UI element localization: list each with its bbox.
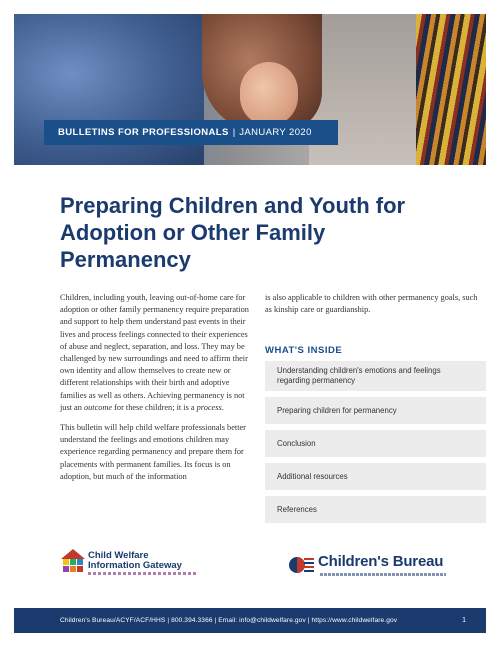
body-left-column [60, 292, 250, 483]
p1-text-b: for these children; it is a [112, 402, 197, 412]
footer-contact[interactable]: Children's Bureau/ACYF/ACF/HHS | 800.394.3366 | Email: info@childwelfare.gov | https://www.childwelfare.gov [60, 617, 398, 624]
p1-emphasis-outcome: outcome [83, 402, 113, 412]
childrens-bureau-emblem-icon [288, 552, 316, 578]
child-welfare-gateway-logo [60, 548, 200, 580]
childrens-bureau-tagline [320, 573, 446, 576]
toc-item-conclusion[interactable]: Conclusion [265, 430, 486, 457]
gateway-logo-line1: Child Welfare [88, 550, 149, 561]
photo-child-hand [240, 62, 298, 126]
gateway-logo-text [88, 551, 182, 571]
whats-inside-list [265, 361, 486, 529]
toc-item-emotions[interactable]: Understanding children's emotions and feelings regarding permanency [265, 361, 486, 391]
series-banner [44, 120, 338, 145]
page-number: 1 [462, 617, 466, 624]
whats-inside-heading: WHAT'S INSIDE [265, 345, 343, 356]
childrens-bureau-logo [288, 552, 448, 580]
p1-emphasis-process: process [196, 402, 222, 412]
p1-text-a: Children, including youth, leaving out-of-home care for adoption or other family permanency require preparation and support to help them understand past events in their lives and process feelings connected to their experiences of abuse and neglect, separation, and loss. They may be challenged by new surroundings and need to affirm their own identity and allow themselves to create new or different relationships with their birth and adoptive families as well as others. Achieving permanency is not just an [60, 293, 249, 412]
body-paragraph-1 [60, 292, 250, 414]
body-paragraph-2: This bulletin will help child welfare professionals better understand the feelings and emotions children may experience regarding permanency and prepare them for placements with permanent families. Its focus is on adoption, but much of the information [60, 423, 246, 481]
body-paragraph-2-continued: is also applicable to children with other permanency goals, such as kinship care or guardianship. [265, 293, 478, 315]
gateway-logo-line2: Information Gateway [88, 560, 182, 571]
banner-series: BULLETINS FOR PROFESSIONALS [58, 127, 229, 138]
footer-bar [14, 608, 486, 633]
banner-date: JANUARY 2020 [239, 127, 312, 138]
house-icon [60, 548, 86, 578]
p1-text-c: . [221, 402, 224, 412]
toc-item-preparing[interactable]: Preparing children for permanency [265, 397, 486, 424]
childrens-bureau-logo-text: Children's Bureau [318, 553, 444, 570]
toc-item-references[interactable]: References [265, 496, 486, 523]
banner-separator: | [232, 127, 236, 138]
photo-striped-fabric [416, 14, 486, 165]
page-title: Preparing Children and Youth for Adoption or Other Family Permanency [60, 193, 406, 272]
toc-item-additional-resources[interactable]: Additional resources [265, 463, 486, 490]
gateway-logo-tagline [88, 572, 198, 575]
